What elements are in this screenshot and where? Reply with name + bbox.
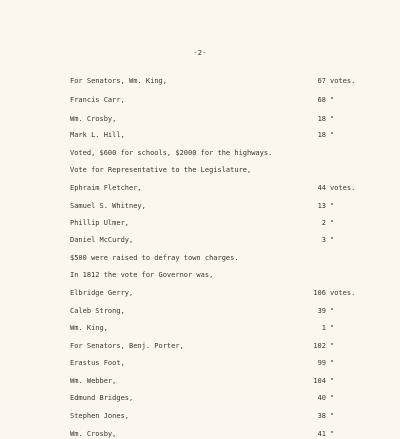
line-text: Ephraim Fletcher,: [70, 184, 142, 192]
vote-count: 67: [317, 77, 326, 85]
vote-unit: ": [330, 394, 335, 402]
vote-count: 39: [317, 307, 326, 315]
line-text: Elbridge Gerry,: [70, 289, 134, 297]
vote-unit: ": [330, 307, 335, 315]
vote-count: 41: [317, 430, 326, 438]
vote-unit: ": [330, 96, 335, 104]
vote-count: 104: [313, 377, 326, 385]
vote-count: 18: [317, 115, 326, 123]
vote-count: 2: [321, 219, 326, 227]
line-text: Mark L. Hill,: [70, 131, 125, 139]
line-text: For Senators, Wm. King,: [70, 77, 167, 85]
vote-count: 18: [317, 131, 326, 139]
line-text: Stephen Jones,: [70, 412, 130, 420]
line-text: Wm. King,: [70, 324, 108, 332]
line-text: Caleb Strong,: [70, 307, 125, 315]
vote-unit: ": [330, 131, 335, 139]
vote-count: 44: [317, 184, 326, 192]
vote-unit: ": [330, 324, 335, 332]
page-number: -2-: [193, 49, 207, 57]
line-text: Wm. Crosby,: [70, 430, 117, 438]
line-text: Phillip Ulmer,: [70, 219, 130, 227]
vote-count: 106: [313, 289, 326, 297]
vote-unit: ": [330, 430, 335, 438]
vote-count: 38: [317, 412, 326, 420]
vote-unit: ": [330, 412, 335, 420]
vote-unit: ": [330, 236, 335, 244]
vote-unit: ": [330, 115, 335, 123]
vote-count: 3: [321, 236, 326, 244]
line-text: Daniel McCurdy,: [70, 236, 134, 244]
vote-count: 99: [317, 359, 326, 367]
vote-unit: ": [330, 342, 335, 350]
vote-count: 68: [317, 96, 326, 104]
vote-count: 1: [321, 324, 326, 332]
line-text: In 1812 the vote for Governor was,: [70, 271, 214, 279]
line-text: Edmund Bridges,: [70, 394, 134, 402]
vote-unit: ": [330, 219, 335, 227]
vote-unit: votes.: [330, 184, 356, 192]
vote-unit: ": [330, 377, 335, 385]
vote-count: 13: [317, 202, 326, 210]
line-text: For Senators, Benj. Porter,: [70, 342, 184, 350]
line-text: Erastus Foot,: [70, 359, 125, 367]
line-text: $500 were raised to defray town charges.: [70, 254, 239, 262]
vote-unit: ": [330, 202, 335, 210]
line-text: Voted, $600 for schools, $2000 for the highways.: [70, 149, 273, 157]
line-text: Wm. Crosby,: [70, 115, 117, 123]
line-text: Vote for Representative to the Legislature,: [70, 166, 252, 174]
vote-unit: votes.: [330, 77, 356, 85]
line-text: Francis Carr,: [70, 96, 125, 104]
vote-count: 40: [317, 394, 326, 402]
vote-unit: votes.: [330, 289, 356, 297]
line-text: Wm. Webber,: [70, 377, 117, 385]
vote-unit: ": [330, 359, 335, 367]
line-text: Samuel S. Whitney,: [70, 202, 146, 210]
vote-count: 102: [313, 342, 326, 350]
